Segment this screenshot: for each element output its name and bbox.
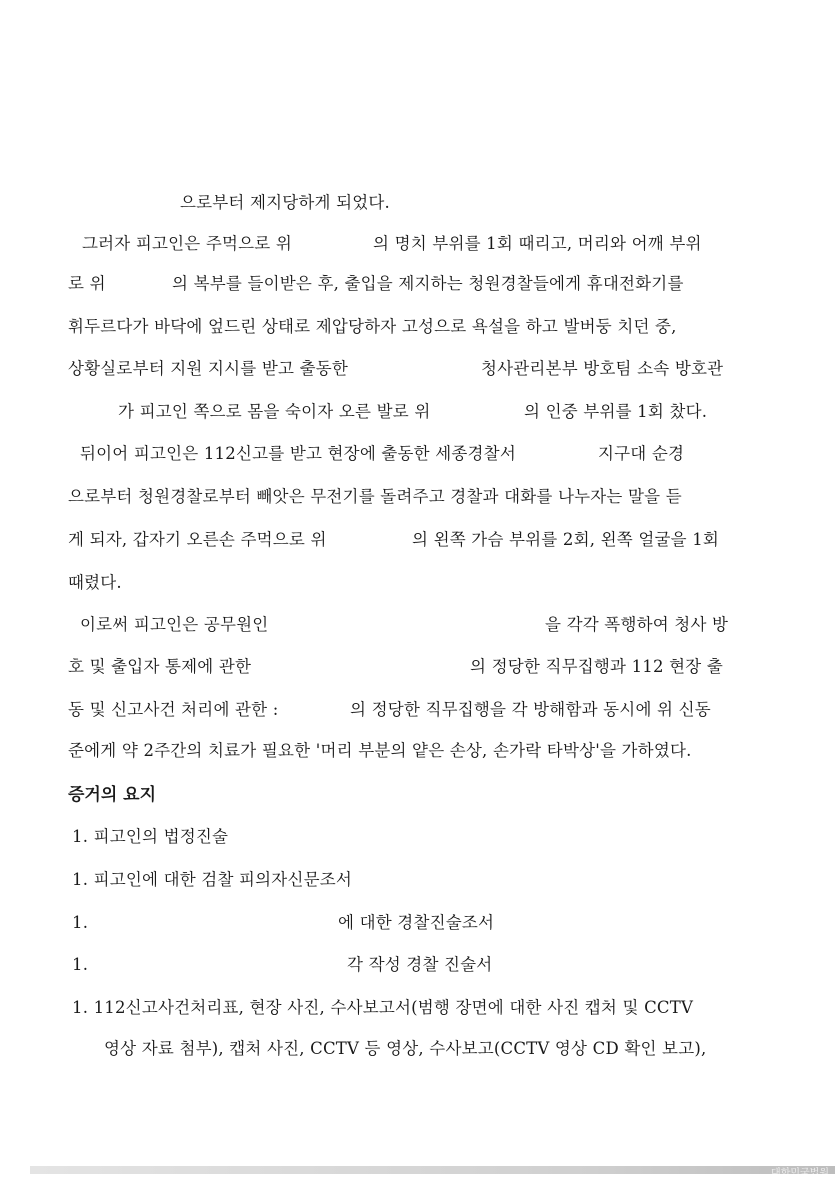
text-line: 으로부터 청원경찰로부터 빼앗은 무전기를 돌려주고 경찰과 대화를 나누자는 말을 듣: [68, 487, 682, 506]
text-line: 휘두르다가 바닥에 엎드린 상태로 제압당하자 고성으로 욕설을 하고 발버둥 치던 중,: [68, 317, 677, 336]
text-line: 이로써 피고인은 공무원인: [80, 615, 269, 634]
text-line: 청사관리본부 방호팀 소속 방호관: [481, 359, 724, 378]
text-line: 때렸다.: [68, 573, 122, 592]
text-line: 지구대 순경: [598, 444, 685, 463]
text-line: 으로부터 제지당하게 되었다.: [180, 193, 391, 212]
evidence-item: 1. 피고인에 대한 검찰 피의자신문조서: [72, 870, 353, 889]
text-line: 동 및 신고사건 처리에 관한 :: [68, 700, 279, 719]
evidence-item: 1. 피고인의 법정진술: [72, 827, 229, 846]
court-watermark: 대한민국법원: [771, 1168, 829, 1179]
text-line: 준에게 약 2주간의 치료가 필요한 '머리 부분의 얕은 손상, 손가락 타박상'을 가하였다.: [68, 741, 692, 760]
text-line: 의 인중 부위를 1회 찼다.: [524, 402, 708, 421]
text-line: 상황실로부터 지원 지시를 받고 출동한: [68, 359, 349, 378]
text-line: 호 및 출입자 통제에 관한: [68, 657, 252, 676]
text-line: 을 각각 폭행하여 청사 방: [545, 615, 729, 634]
text-line: 의 명치 부위를 1회 때리고, 머리와 어깨 부위: [373, 234, 702, 253]
text-line: 가 피고인 쪽으로 몸을 숙이자 오른 발로 위: [118, 402, 431, 421]
text-line: 그러자 피고인은 주먹으로 위: [82, 234, 293, 253]
evidence-item: 1. 112신고사건처리표, 현장 사진, 수사보고서(범행 장면에 대한 사진 캡처 및 CCTV: [72, 998, 694, 1017]
evidence-item: 1.: [72, 913, 89, 932]
text-line: 게 되자, 갑자기 오른손 주먹으로 위: [68, 530, 327, 549]
text-line: 로 위: [68, 274, 106, 293]
text-line: 뒤이어 피고인은 112신고를 받고 현장에 출동한 세종경찰서: [80, 444, 516, 463]
evidence-item: 영상 자료 첨부), 캡처 사진, CCTV 등 영상, 수사보고(CCTV 영상 CD 확인 보고),: [104, 1039, 707, 1058]
text-line: 의 정당한 직무집행과 112 현장 출: [470, 657, 723, 676]
evidence-item: 각 작성 경찰 진술서: [347, 955, 493, 974]
evidence-item: 에 대한 경찰진술조서: [338, 913, 495, 932]
evidence-item: 1.: [72, 955, 89, 974]
text-line: 의 복부를 들이받은 후, 출입을 제지하는 청원경찰들에게 휴대전화기를: [172, 274, 684, 293]
page-footer-bar: [30, 1166, 835, 1174]
text-line: 의 정당한 직무집행을 각 방해함과 동시에 위 신동: [350, 700, 711, 719]
text-line: 의 왼쪽 가슴 부위를 2회, 왼쪽 얼굴을 1회: [412, 530, 720, 549]
section-heading: 증거의 요지: [68, 785, 157, 805]
